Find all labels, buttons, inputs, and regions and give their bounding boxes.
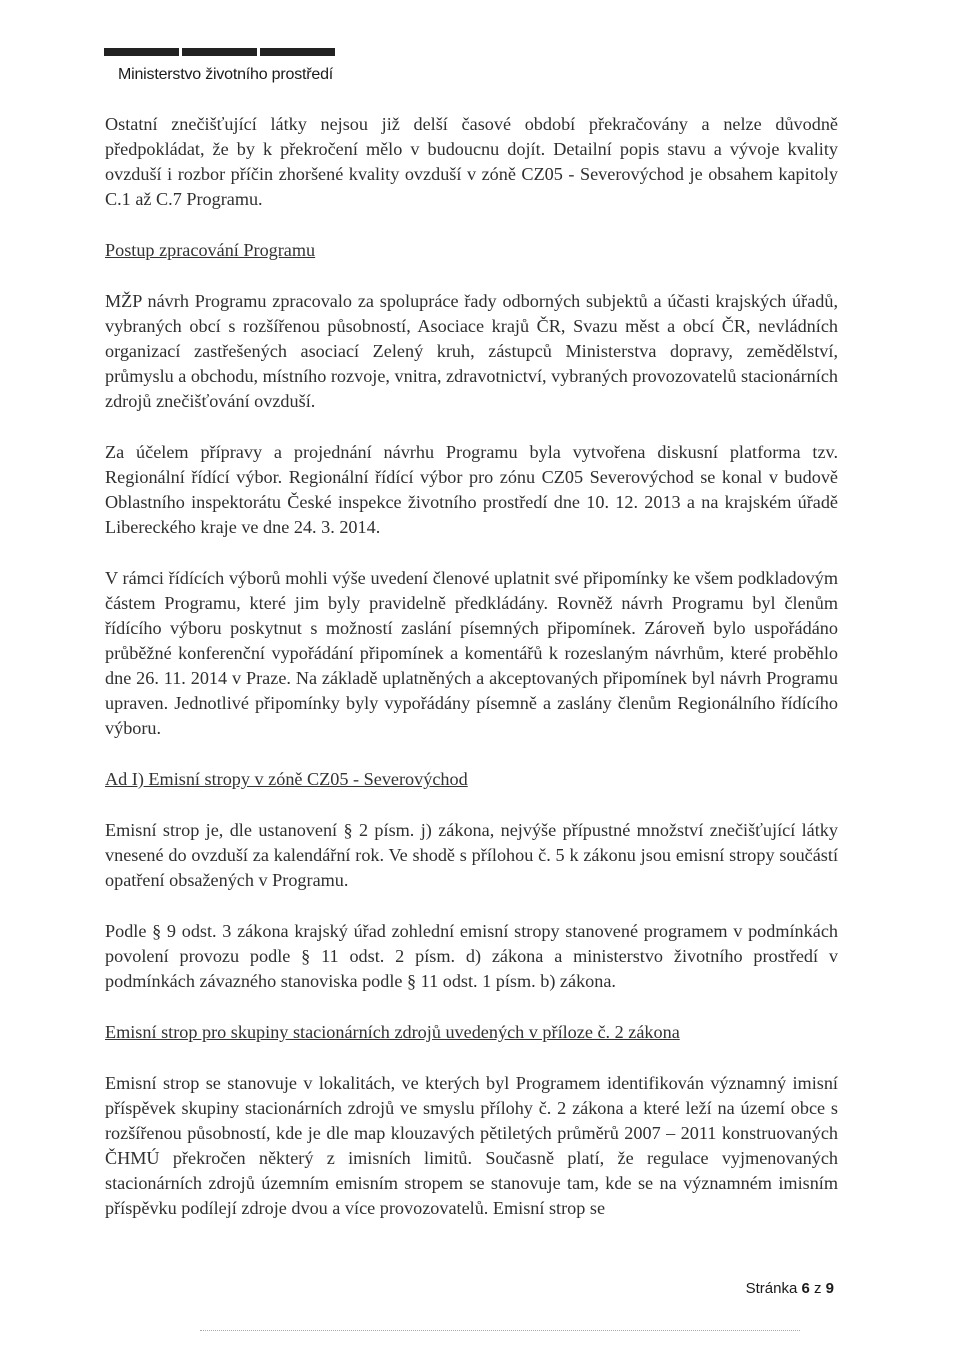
page-number <box>746 1280 834 1297</box>
paragraph-lokality: Emisní strop se stanovuje v lokalitách, ve kterých byl Programem identifikován významný imisní příspěvek skupiny stacionárních zdrojů ve smyslu přílohy č. 2 zákona a které leží na území obce s rozšířenou působností, kde je dle map klouzavých pětiletých průměrů 2007 – 2011 konstruovaných ČHMÚ překročen některý z imisních limitů. Současně platí, že regulace vyjmenovaných stacionárních zdrojů územním emisním stropem se stanovuje tam, kde se na významném imisním příspěvku podílejí zdroje dvou a více provozovatelů. Emisní strop se <box>105 1073 838 1218</box>
heading-emisni-stropy: Ad I) Emisní stropy v zóně CZ05 - Severovýchod <box>105 769 468 789</box>
page-sep: z <box>813 1280 822 1297</box>
paragraph-ridici-vybor: Za účelem přípravy a projednání návrhu Programu byla vytvořena diskusní platforma tzv. Regionální řídící výbor. Regionální řídící výbor pro zónu CZ05 Severovýchod se konal v budově Oblastního inspektorátu České inspekce životního prostředí dne 10. 12. 2013 a na krajském úřadě Libereckého kraje ve dne 24. 3. 2014. <box>105 442 838 537</box>
page-total: 9 <box>825 1280 834 1297</box>
heading-postup: Postup zpracování Programu <box>105 240 316 260</box>
document-body <box>105 112 838 1221</box>
page-current: 6 <box>801 1280 810 1297</box>
paragraph-intro: Ostatní znečišťující látky nejsou již delší časové období překračovány a nelze důvodně předpokládat, že by k překročení mělo v budoucnu dojít. Detailní popis stavu a vývoje kvality ovzduší i rozbor příčin zhoršené kvality ovzduší v zóně CZ05 - Severovýchod je obsahem kapitoly C.1 až C.7 Programu. <box>105 114 838 209</box>
paragraph-emisni-strop-def: Emisní strop je, dle ustanovení § 2 písm. j) zákona, nejvýše přípustné množství znečišťující látky vnesené do ovzduší za kalendářní rok. Ve shodě s přílohou č. 5 k zákonu jsou emisní stropy součástí opatření obsažených v Programu. <box>105 820 838 890</box>
paragraph-mzp: MŽP návrh Programu zpracovalo za spolupráce řady odborných subjektů a účasti krajských úřadů, vybraných obcí s rozšířenou působností, Asociace krajů ČR, Svazu měst a obcí ČR, nevládních organizací zastřešených asociací Zelený kruh, zástupců Ministerstva dopravy, zemědělství, průmyslu a obchodu, místního rozvoje, vnitra, zdravotnictví, vybraných provozovatelů stacionárních zdrojů znečišťování ovzduší. <box>105 291 838 411</box>
heading-skupiny-zdroju: Emisní strop pro skupiny stacionárních zdrojů uvedených v příloze č. 2 zákona <box>105 1022 680 1042</box>
bottom-scan-artifact <box>200 1330 800 1333</box>
page-label: Stránka <box>745 1280 798 1297</box>
paragraph-podle-par9: Podle § 9 odst. 3 zákona krajský úřad zohlední emisní stropy stanovené programem v podmínkách povolení provozu podle § 11 odst. 2 písm. d) zákona a ministerstvo životního prostředí v podmínkách závazného stanoviska podle § 11 odst. 1 písm. b) zákona. <box>105 921 838 991</box>
header-logo-bars <box>104 48 338 56</box>
header-title: Ministerstvo životního prostředí <box>118 66 334 83</box>
paragraph-pripominky: V rámci řídících výborů mohli výše uvedení členové uplatnit své připomínky ke všem podkladovým částem Programu, které jim byly pravidelně předkládány. Rovněž návrh Programu byl členům řídícího výboru poskytnut s možností zaslání písemných připomínek. Zároveň bylo uspořádáno průběžné konferenční vypořádání připomínek a komentářů k rozeslaným návrhům, které proběhlo dne 26. 11. 2014 v Praze. Na základě uplatněných a akceptovaných připomínek byl návrh Programu upraven. Jednotlivé připomínky byly vypořádány písemně a zaslány členům Regionálního řídícího výboru. <box>105 568 838 738</box>
